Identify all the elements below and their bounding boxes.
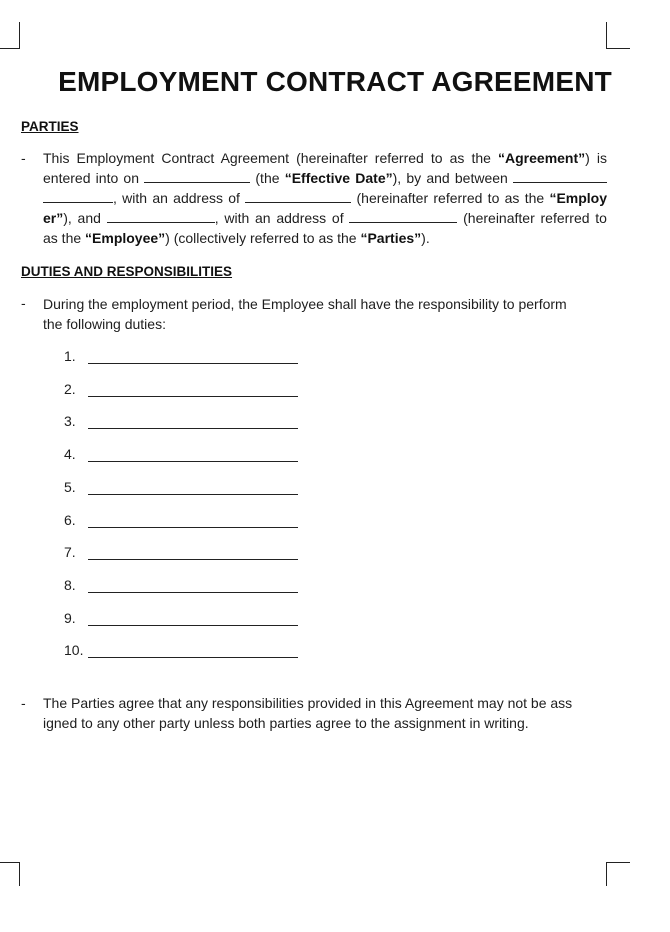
crop-mark-top-left <box>0 48 20 49</box>
parties-text: (the <box>250 170 285 186</box>
parties-text: (hereinafter referred to as the <box>351 190 550 206</box>
duty-blank[interactable] <box>88 349 298 364</box>
crop-mark-bottom-left <box>19 862 20 886</box>
employee-address-blank[interactable] <box>349 210 457 223</box>
parties-text: ). <box>421 230 430 246</box>
duty-blank[interactable] <box>88 382 298 397</box>
employer-name-blank[interactable] <box>513 170 607 183</box>
assignment-line: igned to any other party unless both parties agree to the assignment in writing. <box>43 715 529 731</box>
crop-mark-bottom-left <box>0 862 20 863</box>
duty-item <box>64 610 298 626</box>
document-title: EMPLOYMENT CONTRACT AGREEMENT <box>58 66 612 97</box>
parties-text: ) is <box>585 150 607 166</box>
parties-text: , with an address of <box>214 210 350 226</box>
assignment-bullet: - <box>21 695 26 711</box>
employer-name-blank-continued[interactable] <box>43 190 113 203</box>
parties-text: (hereinafter referred to <box>457 210 607 226</box>
parties-paragraph <box>43 148 607 248</box>
duties-intro-line: the following duties: <box>43 316 166 332</box>
parties-text: This Employment Contract Agreement (hereinafter referred to as the <box>43 150 499 166</box>
crop-mark-bottom-right <box>606 862 607 886</box>
duty-number: 1. <box>64 348 76 364</box>
employee-term: “Employee” <box>85 230 166 246</box>
parties-text: , with an address of <box>113 190 246 206</box>
employer-term-part2: er” <box>43 210 64 226</box>
duty-blank[interactable] <box>88 447 298 462</box>
parties-text: ), and <box>63 210 107 226</box>
duty-number: 5. <box>64 479 76 495</box>
duty-number: 9. <box>64 610 76 626</box>
parties-bullet: - <box>21 150 26 166</box>
duty-blank[interactable] <box>88 480 298 495</box>
employee-name-blank[interactable] <box>107 210 215 223</box>
parties-term: “Parties” <box>360 230 422 246</box>
effective-date-term: “Effective Date” <box>284 170 393 186</box>
duty-item <box>64 446 298 462</box>
parties-text: entered into on <box>43 170 145 186</box>
crop-mark-bottom-right <box>606 862 630 863</box>
duty-number: 3. <box>64 413 76 429</box>
parties-text: ), by and between <box>392 170 514 186</box>
duty-item <box>64 381 298 397</box>
crop-mark-top-right <box>606 22 607 49</box>
agreement-term: “Agreement” <box>498 150 586 166</box>
assignment-paragraph <box>43 693 607 733</box>
assignment-line: The Parties agree that any responsibilities provided in this Agreement may not be ass <box>43 695 573 711</box>
duties-heading: DUTIES AND RESPONSIBILITIES <box>21 264 233 279</box>
duty-blank[interactable] <box>88 611 298 626</box>
employer-address-blank[interactable] <box>245 190 351 203</box>
duty-number: 8. <box>64 577 76 593</box>
crop-mark-top-right <box>606 48 630 49</box>
effective-date-blank[interactable] <box>144 170 250 183</box>
employer-term-part1: “Employ <box>549 190 608 206</box>
duty-number: 4. <box>64 446 76 462</box>
duty-blank[interactable] <box>88 643 298 658</box>
parties-text: as the <box>43 230 86 246</box>
duty-blank[interactable] <box>88 513 298 528</box>
duty-number: 2. <box>64 381 76 397</box>
duty-number: 6. <box>64 512 76 528</box>
duty-number: 7. <box>64 544 76 560</box>
duty-item <box>64 642 298 658</box>
duty-number: 10. <box>64 642 84 658</box>
duty-blank[interactable] <box>88 545 298 560</box>
duty-item <box>64 577 298 593</box>
duties-bullet: - <box>21 295 26 311</box>
duty-item <box>64 512 298 528</box>
duty-blank[interactable] <box>88 578 298 593</box>
duties-intro <box>43 294 607 334</box>
duty-blank[interactable] <box>88 414 298 429</box>
duty-item <box>64 479 298 495</box>
duties-intro-line: During the employment period, the Employee shall have the responsibility to perform <box>43 296 567 312</box>
parties-text: ) (collectively referred to as the <box>165 230 361 246</box>
duty-item <box>64 348 298 364</box>
parties-heading: PARTIES <box>21 119 79 134</box>
duty-item <box>64 544 298 560</box>
crop-mark-top-left <box>19 22 20 49</box>
duty-item <box>64 413 298 429</box>
